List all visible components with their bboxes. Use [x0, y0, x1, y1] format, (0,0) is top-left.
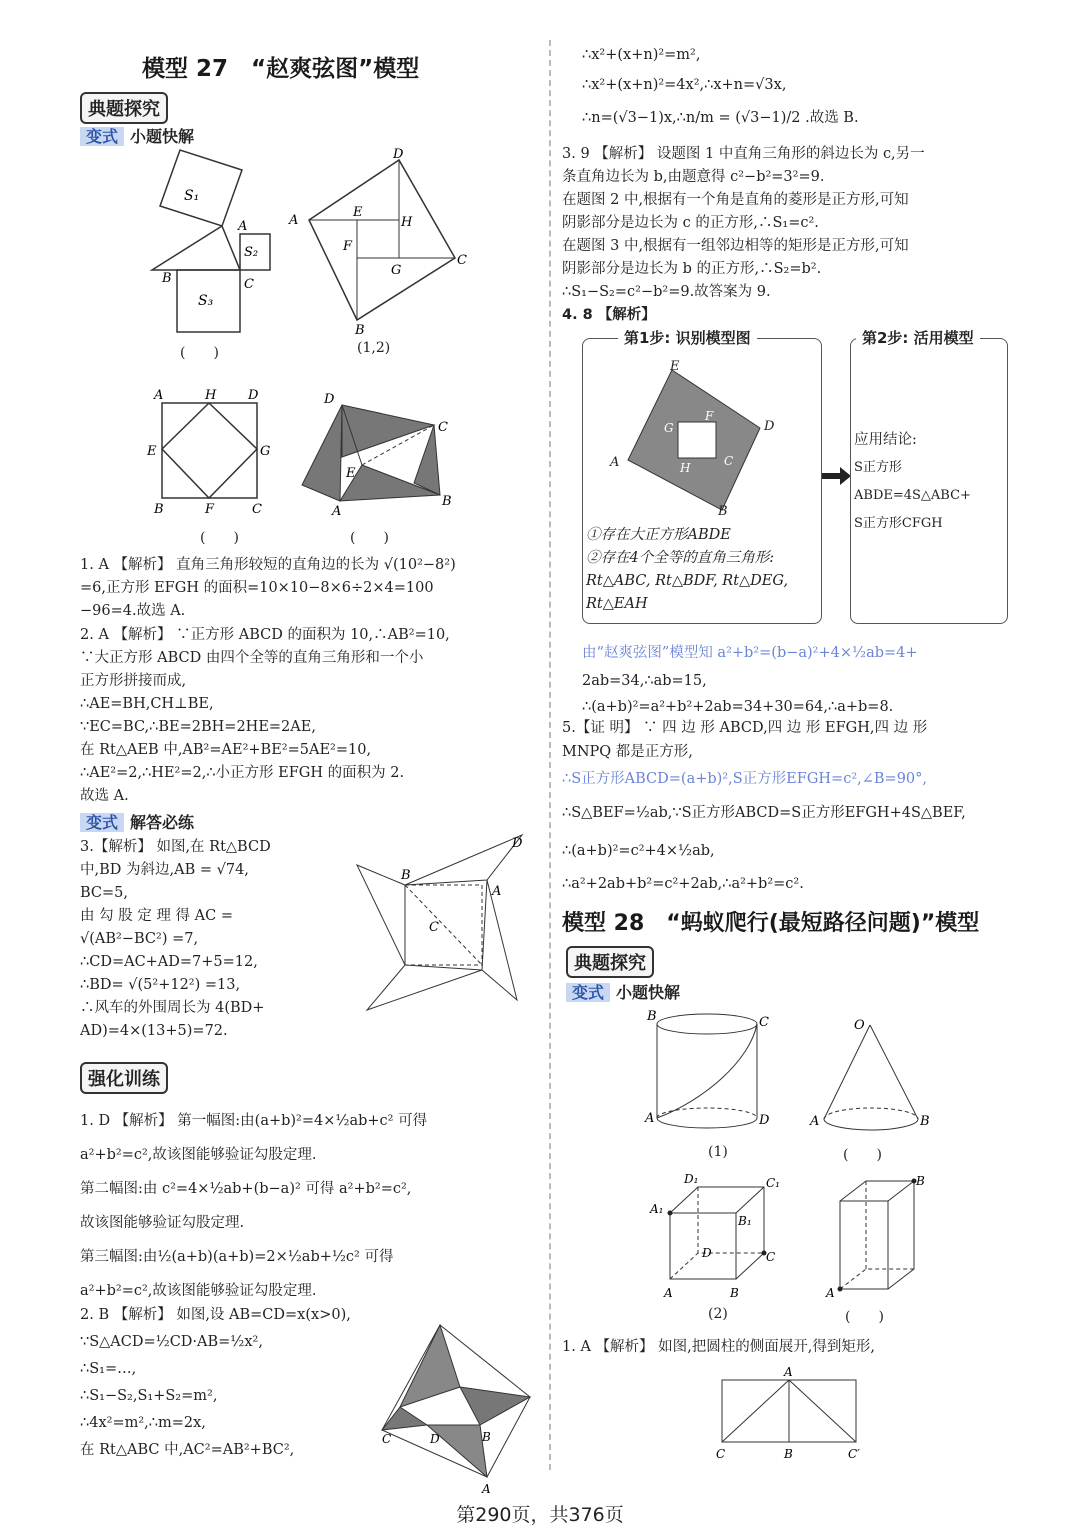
svg-text:F: F	[343, 239, 353, 254]
svg-text:A: A	[810, 1114, 820, 1129]
svg-text:B: B	[401, 868, 411, 883]
svg-text:A: A	[610, 455, 620, 470]
svg-text:G: G	[260, 444, 271, 459]
fig-caption-3: ( )	[200, 530, 239, 546]
svg-text:B: B	[154, 502, 164, 517]
svg-text:C: C	[759, 1015, 769, 1030]
svg-text:A: A	[492, 884, 502, 899]
step1-notes: ①存在大正方形ABDE ②存在4个全等的直角三角形: Rt△ABC, Rt△BDF, Rt△DEG, Rt△EAH	[586, 527, 789, 612]
answer-5: 5.【证 明】 ∵ 四 边 形 ABCD,四 边 形 EFGH,四 边 形 MNPQ 都是正方形, ∴S正方形ABCD=(a+b)²,S正方形EFGH=c²,∠B=90°, ∴S△BEF=½ab,∵S正方形ABCD=S正方形EFGH+4S△BEF, ∴(a+b)²=c²+4×½ab, ∴a²+2ab+b²=c²+2ab,∴a²+b²=c².	[562, 720, 966, 892]
svg-text:B: B	[442, 494, 452, 509]
fig-caption-cylinder: (1)	[708, 1144, 728, 1160]
svg-text:A: A	[645, 1111, 655, 1126]
svg-text:G: G	[391, 263, 402, 278]
answer-1: 1. A 【解析】 直角三角形较短的直角边的长为 √(10²−8²) =6,正方形 EFGH 的面积=10×10−8×6÷2×4=100 −96=4.故选 A.	[80, 557, 456, 619]
svg-text:S₃: S₃	[198, 293, 214, 309]
svg-text:B: B	[482, 1430, 491, 1444]
svg-text:G: G	[664, 421, 674, 435]
svg-text:C: C	[244, 277, 254, 292]
svg-text:B: B	[162, 271, 172, 286]
svg-text:F: F	[705, 409, 714, 423]
continued-solution: ∴x²+(x+n)²=m², ∴x²+(x+n)²=4x²,∴x+n=√3x, ∴n=(√3−1)x,∴n/m = (√3−1)/2 .故选 B.	[582, 47, 859, 126]
svg-text:H: H	[401, 215, 413, 230]
fig-caption-cone: ( )	[843, 1147, 882, 1163]
svg-text:C: C	[716, 1447, 726, 1461]
answer-3: 3.【解析】 如图,在 Rt△BCD 中,BD 为斜边,AB = √74, BC=5, 由 勾 股 定 理 得 AC = √(AB²−BC²) =7, ∴CD=AC+AD=7+5=12, ∴BD= √(5²+12²) =13, ∴风车的外围周长为 4(BD+ AD)=4×(13+5)=72.	[80, 839, 271, 1039]
svg-text:D: D	[324, 392, 335, 407]
step2-title: 第2步: 活用模型	[856, 327, 980, 348]
svg-text:O: O	[854, 1018, 865, 1033]
column-divider	[549, 40, 551, 1470]
step2-notes: 应用结论: S正方形ABDE=4S△ABC+ S正方形CFGH	[854, 432, 971, 531]
arrow-icon	[822, 466, 852, 486]
svg-text:C: C	[724, 454, 734, 468]
svg-text:C: C	[382, 1432, 392, 1446]
svg-text:A: A	[784, 1365, 793, 1379]
figure-star-square	[382, 1325, 542, 1496]
training-answer-2: 2. B 【解析】 如图,设 AB=CD=x(x>0), ∵S△ACD=½CD·AB=½x², ∴S₁=…, ∴S₁−S₂,S₁+S₂=m², ∴4x²=m²,∴m=2x, 在 Rt△ABC 中,AC²=AB²+BC²,	[80, 1307, 351, 1458]
svg-text:A: A	[332, 504, 342, 519]
svg-text:B₁: B₁	[738, 1214, 752, 1228]
svg-text:D: D	[248, 388, 259, 403]
svg-text:C: C	[457, 253, 467, 268]
svg-text:C: C	[429, 920, 439, 935]
training-answer-1: 1. D 【解析】 第一幅图:由(a+b)²=4×½ab+c² 可得 a²+b²=c²,故该图能够验证勾股定理. 第二幅图:由 c²=4×½ab+(b−a)² 可得 a²+b²=c², 故该图能够验证勾股定理. 第三幅图:由½(a+b)(a+b)=2×½ab+½c² 可得 a²+b²=c²,故该图能够验证勾股定理.	[80, 1113, 428, 1299]
svg-text:B: B	[355, 323, 365, 338]
svg-text:A₁: A₁	[650, 1202, 664, 1216]
svg-text:C: C	[438, 420, 448, 435]
svg-text:A: A	[482, 1482, 491, 1496]
figure-cone	[810, 1015, 940, 1140]
svg-text:H: H	[205, 388, 217, 403]
model-27-title: 模型 27 “赵爽弦图”模型	[142, 56, 420, 82]
figure-shaded-windmill	[302, 385, 462, 519]
figure-zhao-shuang-1	[287, 147, 467, 338]
fig-caption-4: ( )	[350, 530, 389, 546]
section-tag-typical-2: 典题探究	[566, 946, 654, 978]
section-tag-training: 强化训练	[80, 1062, 168, 1094]
svg-text:B: B	[647, 1009, 657, 1024]
answer-4-head: 4. 8 【解析】	[562, 307, 656, 323]
variant2-heading: 变式 解答必练	[80, 810, 194, 833]
svg-text:C₁: C₁	[766, 1176, 780, 1190]
svg-text:D: D	[702, 1246, 712, 1260]
svg-text:A: A	[154, 388, 164, 403]
svg-text:H: H	[680, 461, 691, 475]
figure-unrolled-rectangle	[710, 1362, 860, 1462]
svg-text:D₁: D₁	[684, 1172, 699, 1186]
svg-text:C: C	[252, 502, 262, 517]
figure-pythagorean-squares	[132, 150, 282, 335]
answer-4-tail: 由“赵爽弦图”模型知 a²+b²=(b−a)²+4×½ab=4+ 2ab=34,∴ab=15, ∴(a+b)²=a²+b²+2ab=34+30=64,∴a+b=8.	[582, 645, 918, 715]
svg-text:B: B	[718, 504, 728, 519]
figure-cylinder	[645, 1010, 785, 1140]
figure-square-inscribed	[142, 385, 272, 515]
variant-heading-2: 变式 小题快解	[566, 980, 680, 1003]
svg-text:B: B	[730, 1286, 739, 1300]
figure-step1-square	[600, 360, 800, 520]
svg-text:F: F	[205, 502, 215, 517]
svg-text:D: D	[393, 147, 404, 162]
svg-text:C′: C′	[848, 1447, 860, 1461]
fig-caption-cube: (2)	[708, 1306, 728, 1322]
svg-text:E: E	[670, 359, 680, 374]
svg-text:D: D	[759, 1113, 770, 1128]
figure-windmill	[357, 835, 537, 1050]
figure-cube	[650, 1173, 790, 1303]
answer-28-1: 1. A 【解析】 如图,把圆柱的侧面展开,得到矩形,	[562, 1339, 875, 1355]
step1-title: 第1步: 识别模型图	[618, 327, 757, 348]
svg-text:E: E	[353, 205, 363, 220]
svg-text:B: B	[920, 1114, 930, 1129]
variant-heading	[80, 124, 194, 147]
svg-text:B: B	[784, 1447, 793, 1461]
svg-text:B: B	[916, 1174, 925, 1188]
svg-text:A: A	[826, 1286, 835, 1300]
svg-text:A: A	[664, 1286, 673, 1300]
svg-text:S₂: S₂	[244, 245, 259, 260]
svg-text:D: D	[512, 836, 523, 851]
svg-text:E: E	[346, 466, 356, 481]
svg-text:E: E	[147, 444, 157, 459]
svg-text:D: D	[764, 419, 775, 434]
answer-2: 2. A 【解析】 ∵正方形 ABCD 的面积为 10,∴AB²=10, ∵大正方形 ABCD 由四个全等的直角三角形和一个小 正方形拼接而成, ∴AE=BH,CH⊥BE, ∵EC=BC,∴BE=2BH=2HE=2AE, 在 Rt△AEB 中,AB²=AE²+BE²=5AE²=10, ∴AE²=2,∴HE²=2,∴小正方形 EFGH 的面积为 2. 故选 A.	[80, 627, 450, 804]
page-footer: 第290页，共376页	[456, 1504, 624, 1526]
svg-text:A: A	[289, 213, 299, 228]
fig-caption-1: ( )	[180, 345, 219, 361]
figure-prism	[822, 1173, 932, 1303]
variant-chip: 变式	[80, 127, 124, 146]
answer-3-right: 3. 9 【解析】 设题图 1 中直角三角形的斜边长为 c,另一 条直角边长为 b,由题意得 c²−b²=3²=9. 在题图 2 中,根据有一个角是直角的菱形是正方形,可知 阴影部分是边长为 c 的正方形,∴S₁=c². 在题图 3 中,根据有一组邻边相等的矩形是正方形,可知 阴影部分是边长为 b 的正方形,∴S₂=b². ∴S₁−S₂=c²−b²=9.故答案为 9.	[562, 146, 925, 300]
model-28-title: 模型 28 “蚂蚁爬行(最短路径问题)”模型	[562, 911, 980, 936]
section-tag-typical: 典题探究	[80, 92, 168, 124]
svg-text:S₁: S₁	[184, 188, 200, 204]
fig-caption-2: (1,2)	[357, 340, 391, 356]
svg-text:A: A	[238, 219, 248, 234]
variant-label: 小题快解	[130, 127, 195, 146]
svg-text:C: C	[766, 1250, 776, 1264]
svg-text:D: D	[430, 1432, 440, 1446]
fig-caption-prism: ( )	[845, 1309, 884, 1325]
